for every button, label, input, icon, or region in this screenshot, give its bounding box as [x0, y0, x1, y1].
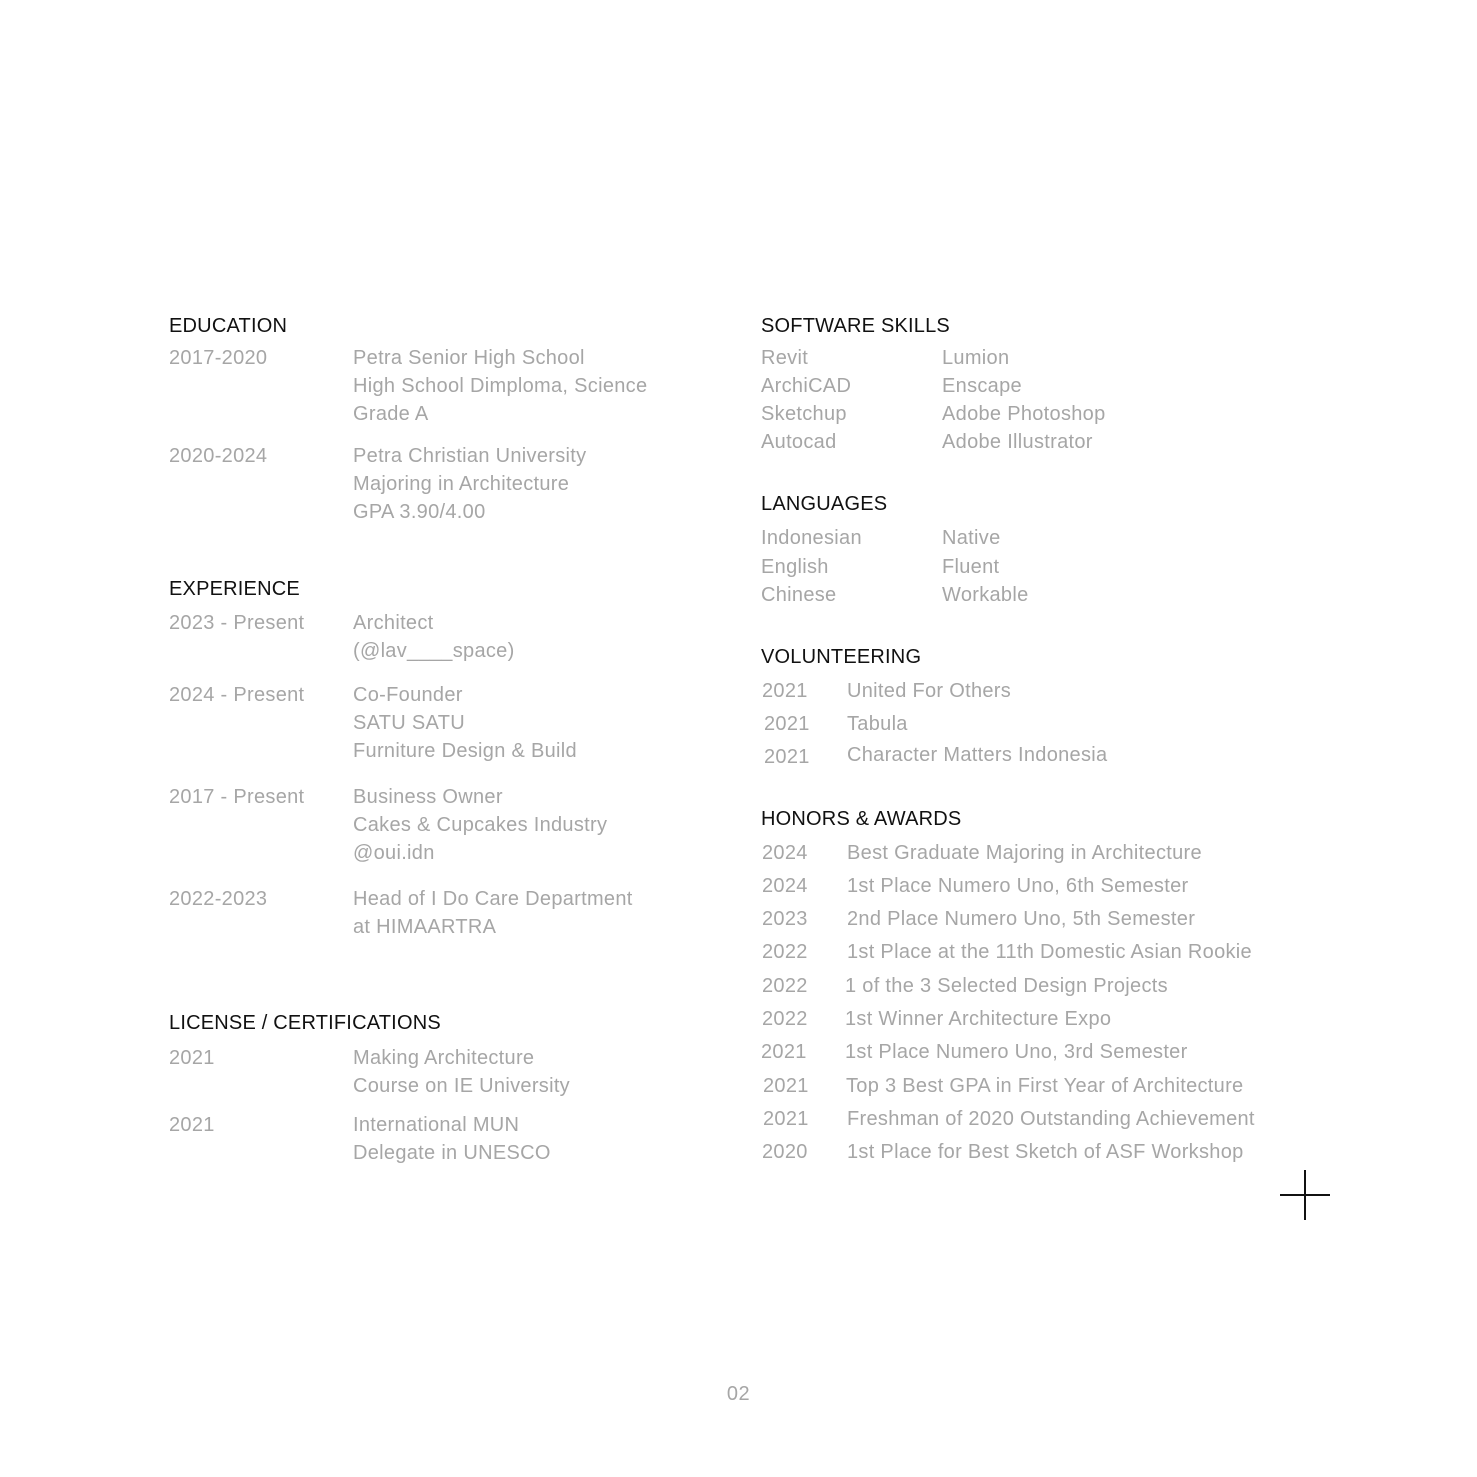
- award-text: 1st Place Numero Uno, 6th Semester: [847, 875, 1189, 897]
- award-year: 2021: [761, 1041, 807, 1063]
- language-name: Indonesian: [761, 527, 862, 549]
- award-year: 2020: [762, 1141, 808, 1163]
- software-skills-section: [761, 314, 1106, 453]
- entry-line: International MUN: [353, 1114, 520, 1136]
- education-heading: EDUCATION: [169, 315, 288, 337]
- award-year: 2021: [763, 1075, 809, 1097]
- entry-line: Co-Founder: [353, 684, 463, 706]
- entry-line: (@lav____space): [353, 640, 515, 662]
- award-text: 1 of the 3 Selected Design Projects: [845, 975, 1168, 997]
- entry-line: Grade A: [353, 403, 429, 425]
- volunteering-text: Character Matters Indonesia: [847, 744, 1108, 766]
- award-text: 1st Place at the 11th Domestic Asian Rookie: [847, 941, 1252, 963]
- volunteering-section: [761, 645, 1108, 768]
- entry-line: Making Architecture: [353, 1047, 535, 1069]
- entry-line: Course on IE University: [353, 1075, 570, 1097]
- entry-line: Business Owner: [353, 786, 503, 808]
- language-level: Native: [942, 527, 1001, 549]
- entry-line: Architect: [353, 612, 434, 634]
- award-year: 2022: [762, 1008, 808, 1030]
- skill-name: Adobe Photoshop: [942, 403, 1106, 425]
- plus-icon: [1280, 1170, 1330, 1220]
- award-year: 2023: [762, 908, 808, 930]
- award-text: Top 3 Best GPA in First Year of Architecture: [846, 1075, 1244, 1097]
- languages-heading: LANGUAGES: [761, 493, 888, 515]
- entry-line: Majoring in Architecture: [353, 473, 570, 495]
- entry-date: 2020-2024: [169, 445, 268, 467]
- skill-name: ArchiCAD: [761, 375, 852, 397]
- entry-line: High School Dimploma, Science: [353, 375, 648, 397]
- skill-name: Lumion: [942, 347, 1010, 369]
- award-text: Freshman of 2020 Outstanding Achievement: [847, 1108, 1255, 1130]
- entry-line: Cakes & Cupcakes Industry: [353, 814, 608, 836]
- language-level: Fluent: [942, 556, 1000, 578]
- entry-date: 2021: [169, 1114, 215, 1136]
- award-year: 2024: [762, 875, 808, 897]
- award-text: 1st Winner Architecture Expo: [845, 1008, 1112, 1030]
- education-section: [169, 314, 648, 523]
- honors-awards-section: [761, 807, 1255, 1163]
- entry-line: GPA 3.90/4.00: [353, 501, 486, 523]
- entry-line: Delegate in UNESCO: [353, 1142, 551, 1164]
- experience-section: [169, 577, 633, 938]
- award-text: 1st Place Numero Uno, 3rd Semester: [845, 1041, 1188, 1063]
- software-skills-heading: SOFTWARE SKILLS: [761, 315, 950, 337]
- skill-name: Adobe Illustrator: [942, 431, 1093, 453]
- entry-line: @oui.idn: [353, 842, 435, 864]
- volunteering-year: 2021: [764, 713, 810, 735]
- entry-line: SATU SATU: [353, 712, 465, 734]
- volunteering-year: 2021: [764, 746, 810, 768]
- language-name: Chinese: [761, 584, 837, 606]
- award-year: 2021: [763, 1108, 809, 1130]
- entry-date: 2022-2023: [169, 888, 268, 910]
- entry-date: 2021: [169, 1047, 215, 1069]
- award-year: 2022: [762, 941, 808, 963]
- award-year: 2024: [762, 842, 808, 864]
- entry-line: Petra Senior High School: [353, 347, 585, 369]
- entry-date: 2017 - Present: [169, 786, 305, 808]
- language-level: Workable: [942, 584, 1029, 606]
- licenses-section: [169, 1011, 570, 1164]
- skill-name: Revit: [761, 347, 809, 369]
- entry-date: 2017-2020: [169, 347, 268, 369]
- volunteering-text: United For Others: [847, 680, 1012, 702]
- skill-name: Enscape: [942, 375, 1022, 397]
- volunteering-heading: VOLUNTEERING: [761, 646, 922, 668]
- skill-name: Sketchup: [761, 403, 847, 425]
- languages-section: [761, 492, 1029, 606]
- language-name: English: [761, 556, 829, 578]
- honors-awards-heading: HONORS & AWARDS: [761, 808, 962, 830]
- licenses-heading: LICENSE / CERTIFICATIONS: [169, 1012, 441, 1034]
- entry-line: Head of I Do Care Department: [353, 888, 633, 910]
- entry-date: 2024 - Present: [169, 684, 305, 706]
- experience-heading: EXPERIENCE: [169, 578, 300, 600]
- entry-line: Petra Christian University: [353, 445, 587, 467]
- page-number: 02: [726, 1383, 751, 1405]
- skill-name: Autocad: [761, 431, 837, 453]
- entry-line: at HIMAARTRA: [353, 916, 497, 938]
- award-text: 1st Place for Best Sketch of ASF Workshop: [847, 1141, 1244, 1163]
- entry-line: Furniture Design & Build: [353, 740, 577, 762]
- volunteering-year: 2021: [762, 680, 808, 702]
- award-text: Best Graduate Majoring in Architecture: [847, 842, 1202, 864]
- award-text: 2nd Place Numero Uno, 5th Semester: [847, 908, 1196, 930]
- award-year: 2022: [762, 975, 808, 997]
- volunteering-text: Tabula: [847, 713, 908, 735]
- entry-date: 2023 - Present: [169, 612, 305, 634]
